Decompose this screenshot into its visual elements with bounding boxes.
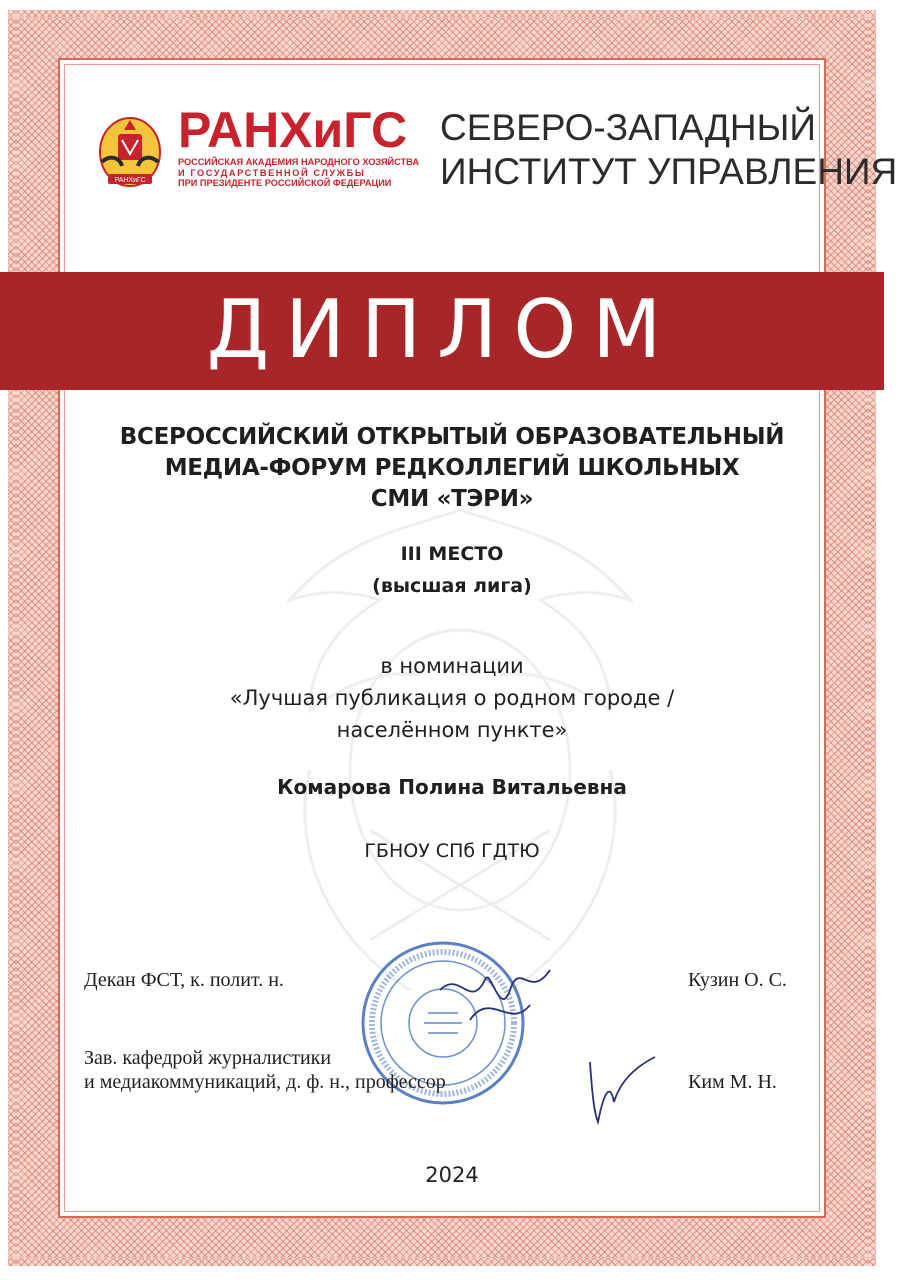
- head-title-line-1: Зав. кафедрой журналистики: [84, 1047, 332, 1069]
- head-title-line-2: и медиакоммуникаций, д. ф. н., профессор: [84, 1071, 446, 1093]
- place-text: III МЕСТО: [400, 543, 504, 565]
- recipient-organization: ГБНОУ СПб ГДТЮ: [364, 840, 540, 862]
- logo-subtitle-line: РОССИЙСКАЯ АКАДЕМИЯ НАРОДНОГО ХОЗЯЙСТВА: [178, 157, 419, 167]
- ranepa-emblem-logo: [92, 106, 168, 192]
- forum-name: [60, 422, 844, 515]
- institute-line-1: СЕВЕРО-ЗАПАДНЫЙ: [440, 107, 816, 148]
- logo-subtitle-line: И ГОСУДАРСТВЕННОЙ СЛУЖБЫ: [178, 167, 366, 178]
- head-title: [84, 1046, 446, 1094]
- head-signature: [580, 1052, 660, 1132]
- diploma-title: ДИПЛОМ: [206, 283, 678, 376]
- year: 2024: [425, 1163, 479, 1187]
- logo-subtitle: [178, 157, 419, 189]
- emblem-text: РАНХиГС: [114, 177, 146, 184]
- forum-line-2: МЕДИА-ФОРУМ РЕДКОЛЛЕГИЙ ШКОЛЬНЫХ: [164, 455, 740, 481]
- recipient-name: Комарова Полина Витальевна: [277, 775, 627, 799]
- institute-line-2: ИНСТИТУТ УПРАВЛЕНИЯ: [440, 151, 898, 192]
- nomination-line-2: населённом пункте»: [336, 718, 568, 742]
- dean-signature: [430, 950, 570, 1040]
- logo-subtitle-line: ПРИ ПРЕЗИДЕНТЕ РОССИЙСКОЙ ФЕДЕРАЦИИ: [178, 178, 392, 188]
- award-place: [60, 538, 844, 602]
- forum-line-3: СМИ «ТЭРИ»: [370, 486, 534, 512]
- head-name: Ким М. Н.: [688, 1071, 777, 1093]
- nomination-intro: в номинации: [380, 654, 524, 678]
- nomination-line-1: «Лучшая публикация о родном городе /: [229, 686, 675, 710]
- nomination: [60, 650, 844, 746]
- logo-title: РАНХиГС: [178, 102, 408, 158]
- league-text: (высшая лига): [372, 575, 532, 597]
- dean-name: Кузин О. С.: [688, 969, 787, 991]
- forum-line-1: ВСЕРОССИЙСКИЙ ОТКРЫТЫЙ ОБРАЗОВАТЕЛЬНЫЙ: [119, 424, 785, 450]
- dean-title: Декан ФСТ, к. полит. н.: [84, 969, 284, 991]
- institute-name: [440, 106, 897, 194]
